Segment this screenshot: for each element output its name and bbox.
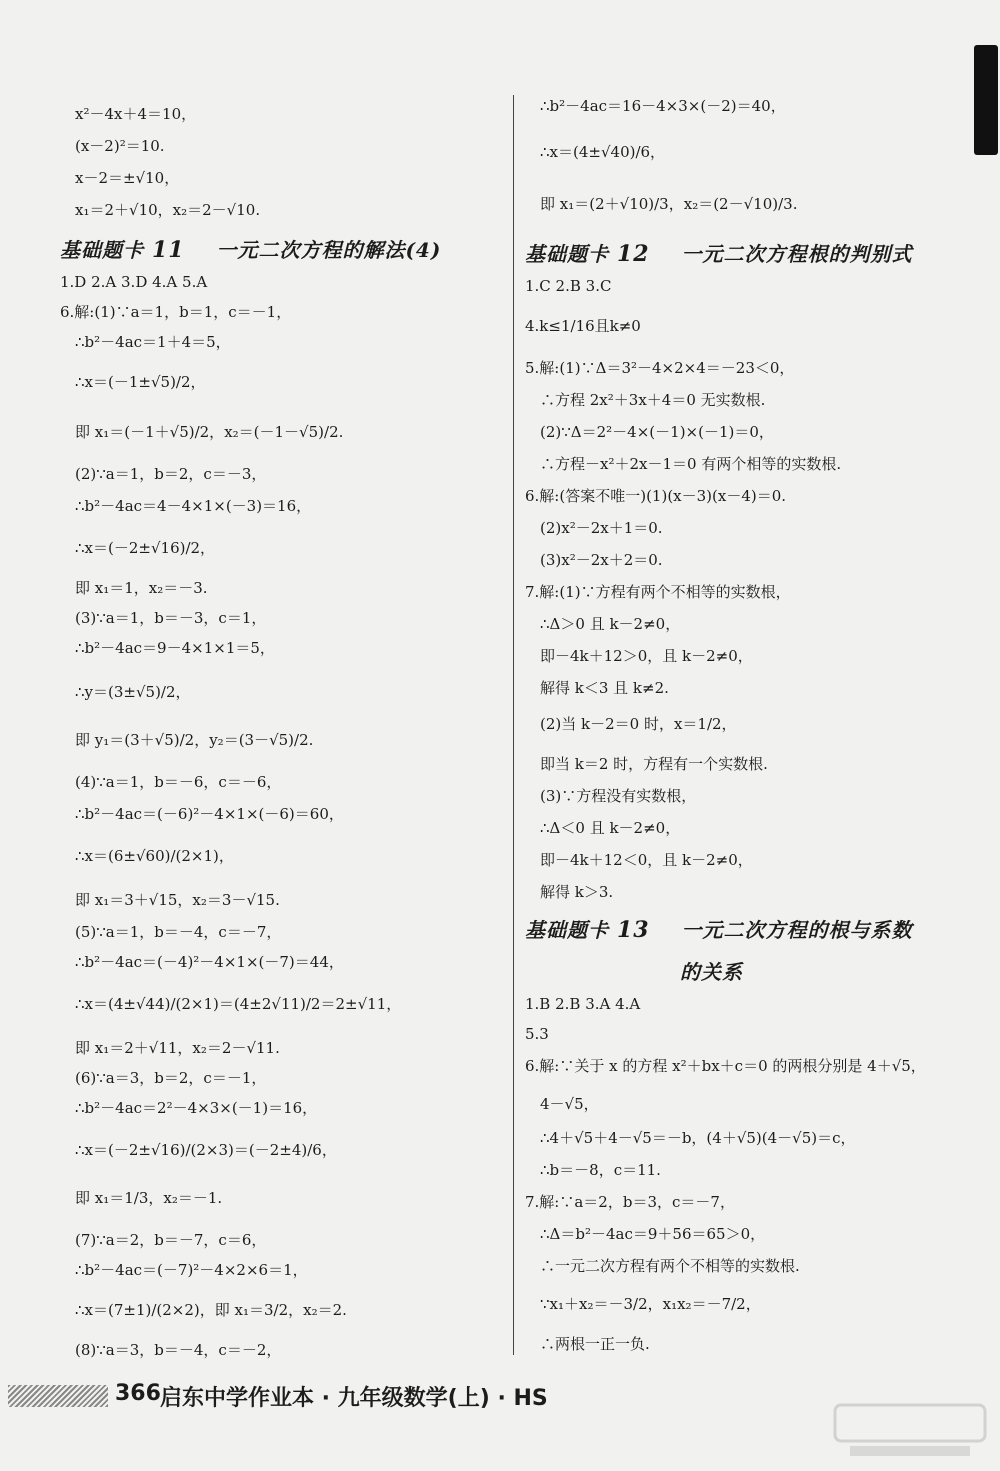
text-line: (8)∵a＝3，b＝－4，c＝－2， [75,1341,282,1359]
text-line: 4－√5， [540,1095,599,1113]
text-line: ∴y＝(3±√5)/2， [75,683,191,701]
section-header-11 [60,234,441,263]
header-prefix: 基础题卡 [525,242,609,266]
text-line: 1.C 2.B 3.C [525,277,612,295]
text-line: 6.解:(1)∵a＝1，b＝1，c＝－1， [60,303,292,321]
text-line: (3)x²－2x＋2＝0. [540,551,663,569]
text-line: 7.解:(1)∵方程有两个不相等的实数根， [525,583,791,601]
section-header-13 [525,914,912,943]
text-line: 即当 k＝2 时，方程有一个实数根. [540,755,768,773]
text-line: 即 x₁＝1/3，x₂＝－1. [75,1189,223,1207]
text-line: 5.解:(1)∵Δ＝3²－4×2×4＝－23＜0， [525,359,795,377]
book-title: 启东中学作业本 · 九年级数学(上) · HS [160,1386,548,1411]
text-line: (2)∵a＝1，b＝2，c＝－3， [75,465,267,483]
header-number: 12 [616,241,650,267]
header-title: 一元二次方程根的判别式 [681,242,913,266]
text-line: 即 x₁＝(2＋√10)/3，x₂＝(2－√10)/3. [540,195,798,213]
text-line: (3)∵方程没有实数根， [540,787,697,805]
column-divider [513,95,514,1355]
header-number: 11 [151,237,185,263]
text-line: 6.解:(答案不唯一)(1)(x－3)(x－4)＝0. [525,487,787,505]
text-line: x²－4x＋4＝10， [75,105,197,123]
text-line: ∴b²－4ac＝2²－4×3×(－1)＝16， [75,1099,318,1117]
text-line: 即－4k＋12＜0，且 k－2≠0， [540,851,753,869]
text-line: ∴x＝(4±√44)/(2×1)＝(4±2√11)/2＝2±√11， [75,995,402,1013]
text-line: 1.D 2.A 3.D 4.A 5.A [60,273,208,291]
text-line: ∴x＝(－2±√16)/(2×3)＝(－2±4)/6， [75,1141,337,1159]
section-header-13-continued: 的关系 [680,960,743,984]
watermark-logo-icon [830,1400,990,1460]
text-line: 6.解:∵关于 x 的方程 x²＋bx＋c＝0 的两根分别是 4＋√5， [525,1057,926,1075]
text-line: ∴Δ＝b²－4ac＝9＋56＝65＞0， [540,1225,766,1243]
text-line: 解得 k＜3 且 k≠2. [540,679,669,697]
text-line: (2)x²－2x＋1＝0. [540,519,663,537]
footer-hatch-decoration [8,1385,108,1407]
text-line: 解得 k＞3. [540,883,614,901]
text-line: (3)∵a＝1，b＝－3，c＝1， [75,609,267,627]
text-line: ∴b²－4ac＝16－4×3×(－2)＝40， [540,97,786,115]
text-line: 即 x₁＝(－1＋√5)/2，x₂＝(－1－√5)/2. [75,423,344,441]
text-line: (6)∵a＝3，b＝2，c＝－1， [75,1069,267,1087]
text-line: ∴x＝(7±1)/(2×2)，即 x₁＝3/2，x₂＝2. [75,1301,347,1319]
text-line: 5.3 [525,1025,549,1043]
text-line: ∴b²－4ac＝9－4×1×1＝5， [75,639,275,657]
text-line: (4)∵a＝1，b＝－6，c＝－6， [75,773,282,791]
text-line: ∴Δ＜0 且 k－2≠0， [540,819,681,837]
text-line: (7)∵a＝2，b＝－7，c＝6， [75,1231,267,1249]
text-line: (5)∵a＝1，b＝－4，c＝－7， [75,923,282,941]
text-line: ∴b＝－8，c＝11. [540,1161,661,1179]
page-number: 366 [115,1381,161,1406]
text-line: 即 x₁＝3＋√15，x₂＝3－√15. [75,891,280,909]
text-line: 1.B 2.B 3.A 4.A [525,995,641,1013]
text-line: ∴x＝(4±√40)/6， [540,143,666,161]
text-line: ∴b²－4ac＝(－7)²－4×2×6＝1， [75,1261,308,1279]
text-line: ∵x₁＋x₂＝－3/2，x₁x₂＝－7/2， [540,1295,761,1313]
text-line: x－2＝±√10， [75,169,180,187]
text-line: ∴方程 2x²＋3x＋4＝0 无实数根. [540,391,766,409]
section-header-12 [525,238,912,267]
text-line: ∴x＝(－2±√16)/2， [75,539,216,557]
page-edge-mark [974,45,998,155]
text-line: ∴4＋√5＋4－√5＝－b，(4＋√5)(4－√5)＝c， [540,1129,856,1147]
text-line: ∴一元二次方程有两个不相等的实数根. [540,1257,800,1275]
header-title: 一元二次方程的解法(4) [216,238,442,262]
text-line: 4.k≤1/16且k≠0 [525,317,641,335]
text-line: ∴b²－4ac＝(－4)²－4×1×(－7)＝44， [75,953,344,971]
text-line: ∴x＝(6±√60)/(2×1)， [75,847,234,865]
text-line: 7.解:∵a＝2，b＝3，c＝－7， [525,1193,735,1211]
text-line: 即 x₁＝2＋√11，x₂＝2－√11. [75,1039,280,1057]
header-prefix: 基础题卡 [60,238,144,262]
text-line: ∴x＝(－1±√5)/2， [75,373,206,391]
text-line: ∴两根一正一负. [540,1335,650,1353]
text-line: ∴b²－4ac＝1＋4＝5， [75,333,231,351]
text-line: x₁＝2＋√10，x₂＝2－√10. [75,201,261,219]
header-number: 13 [616,917,650,943]
text-line: (2)当 k－2＝0 时，x＝1/2， [540,715,737,733]
text-line: (2)∵Δ＝2²－4×(－1)×(－1)＝0， [540,423,774,441]
text-line: ∴b²－4ac＝4－4×1×(－3)＝16， [75,497,312,515]
header-prefix: 基础题卡 [525,918,609,942]
text-line: 即 x₁＝1，x₂＝－3. [75,579,208,597]
text-line: 即－4k＋12＞0，且 k－2≠0， [540,647,753,665]
text-line: (x－2)²＝10. [75,137,165,155]
header-title: 一元二次方程的根与系数 [681,918,913,942]
text-line: ∴b²－4ac＝(－6)²－4×1×(－6)＝60， [75,805,344,823]
text-line: ∴方程－x²＋2x－1＝0 有两个相等的实数根. [540,455,842,473]
text-line: ∴Δ＞0 且 k－2≠0， [540,615,681,633]
text-line: 即 y₁＝(3＋√5)/2，y₂＝(3－√5)/2. [75,731,314,749]
